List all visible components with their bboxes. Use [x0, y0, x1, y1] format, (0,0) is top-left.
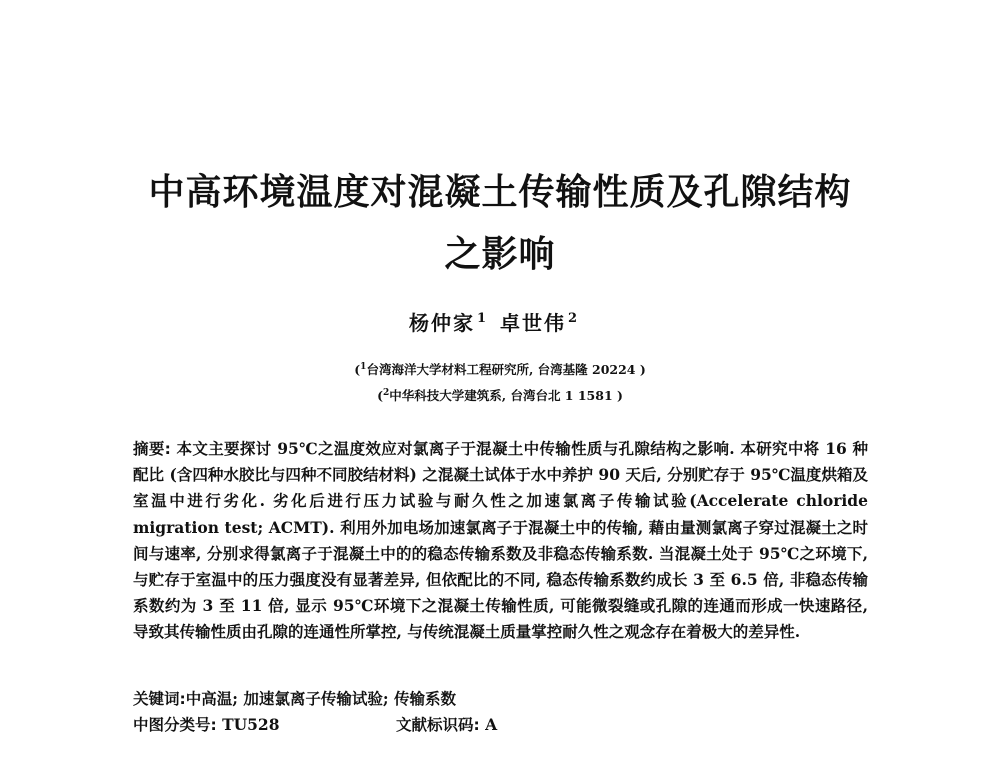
- paper-title-line-1: 中高环境温度对混凝土传输性质及孔隙结构: [148, 172, 852, 213]
- abstract-text: 本文主要探讨 95℃之温度效应对氯离子于混凝土中传输性质与孔隙结构之影响. 本研究中将 16 种配比 (含四种水胶比与四种不同胶结材料) 之混凝土试体于水中养护 90 天后, 分别贮存于 95℃温度烘箱及室温中进行劣化. 劣化后进行压力试验与耐久性之加速氯离子传输试验(Accelerate chloride migration test; ACMT). 利用外加电场加速氯离子于混凝土中的传输, 藉由量测氯离子穿过混凝土之时间与速率, 分别求得氯离子于混凝土中的的稳态传输系数及非稳态传输系数. 当混凝土处于 95℃之环境下, 与贮存于室温中的压力强度没有显著差异, 但依配比的不同, 稳态传输系数约成长 3 至 6.5 倍, 非稳态传输系数约为 3 至 11 倍, 显示 95℃环境下之混凝土传输性质, 可能微裂缝或孔隙的连通而形成一快速路径, 导致其传输性质由孔隙的连通性所掌控, 与传统混凝土质量掌控耐久性之观念存在着极大的差异性.: [133, 439, 869, 642]
- doc-code-label: 文献标识码:: [396, 716, 480, 734]
- affiliation-paren: (: [354, 362, 361, 377]
- affiliation-text: 台湾海洋大学材料工程研究所, 台湾基隆 20224 ): [366, 362, 646, 377]
- author-affiliation-mark: 2: [568, 311, 578, 327]
- doc-code-value: A: [479, 715, 498, 734]
- keywords-label: 关键词:: [133, 690, 186, 708]
- clc-value: TU528: [216, 715, 280, 734]
- clc-label: 中图分类号:: [133, 716, 217, 734]
- abstract-label: 摘要:: [133, 440, 171, 458]
- document-code: [396, 713, 497, 737]
- affiliation-1: [0, 360, 1000, 378]
- author-list: [0, 307, 1000, 336]
- affiliation-paren: (: [377, 388, 383, 403]
- affiliation-mark: 2: [382, 387, 390, 398]
- keywords: [133, 687, 868, 711]
- affiliation-text: 中华科技大学建筑系, 台湾台北 1 1581 ): [389, 388, 623, 403]
- classification-number: [133, 713, 280, 737]
- abstract: [133, 436, 868, 646]
- keywords-text: 中高温; 加速氯离子传输试验; 传输系数: [185, 689, 456, 708]
- paper-title-line-2: 之影响: [444, 234, 556, 275]
- author-affiliation-mark: 1: [476, 311, 486, 327]
- author-name: 杨仲家: [408, 311, 475, 335]
- author-name: 卓世伟: [500, 311, 566, 335]
- affiliation-2: [0, 386, 1000, 404]
- affiliation-mark: 1: [360, 361, 367, 372]
